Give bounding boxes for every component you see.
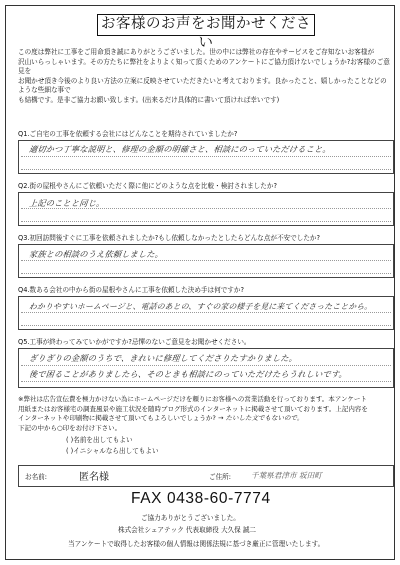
thanks-text: ご協力ありがとうございました。 [141,514,240,522]
question-3-label: Q3.初回訪問後すぐに工事を依頼されましたか?もし依頼しなかったとしたらどんな点が不安でしたか? [18,234,321,242]
page-title: お客様のお声をお聞かせください [97,14,315,36]
intro-line: 沢山いらっしゃいます。その方たちに弊社をよりよく知って頂くためのアンケートにご協力頂けないでしょうか?お客様のご意見を [18,57,390,76]
question-4-label: Q4.数ある会社の中から街の屋根やさんに工事を依頼した決め手は何ですか? [18,286,244,294]
question-3-answer: 家族との相談のうえ依頼しました。 [28,249,164,259]
name-value: 匿名様 [79,472,109,483]
intro-line: この度は弊社に工事をご用命頂き誠にありがとうございました。世の中には弊社の存在やサービスをご存知ないお客様が [18,48,375,56]
notice-question: インターネットや印刷物に掲載させて頂いてもよろしいでしょうか? [18,414,216,422]
question-1-answer: 適切かつ丁寧な説明と、修理の金額の明確さと、相談にのっていただけること。 [28,144,332,154]
question-5-label: Q5.工事が終わってみていかがですか?忌憚のないご意見をお聞かせください。 [18,338,251,346]
notice-line: 用紙またはお客様宅の調査風景や施工状況を随時ブログ形式のインターネットに掲載させて頂いております。上記内容を [18,404,368,413]
question-4-answer-box [18,296,394,330]
notice-handwritten-answer: → たいした文でもないので。 [217,414,304,422]
question-5-answer-line-2: 後で困ることがありましたら、そのときも相談にのっていただけたらうれしいです。 [28,369,348,379]
address-value: 千葉県君津市 坂田町 [251,471,322,480]
question-1-label: Q1.ご自宅の工事を依頼する会社にはどんなことを期待されていましたか? [18,130,238,138]
option-initial-ok: ( )イニシャルなら出してもよい [66,447,159,455]
notice-line: 下記の中から○印をお付け下さい。 [18,423,122,432]
company-name: 株式会社シェアテック 代表取締役 大久保 誠二 [118,526,257,534]
name-address-box [18,465,394,487]
question-3-answer-box [18,244,394,278]
question-5-answer-line-1: ぎりぎりの金額のうちで、きれいに修理してくださりたすかりました。 [28,353,298,363]
question-1-answer-box [18,140,394,174]
question-5-answer-box [18,348,394,388]
notice-line [18,414,390,424]
question-2-answer-box [18,192,394,226]
address-label: ご住所: [209,473,232,481]
intro-line: お聞かせ頂き今後のより良い方法の立案に反映させていただきたいと考えております。良かったこと、嬉しかったことなどのような些細な事で [18,76,387,95]
question-2-answer: 上記のことと同じ。 [28,198,106,208]
intro-line: も結構です。是非ご協力お願い致します。(出来るだけ具体的に書いて頂ければ幸いです) [18,95,280,104]
question-2-label: Q2.街の屋根やさんにご依頼いただく際に他にどのような点を比較・検討されましたか? [18,182,277,190]
question-4-answer: わかりやすいホームページと、電話のあとの、すぐの家の様子を見に来てくださったことから。 [28,302,373,311]
publication-notice [18,395,390,433]
option-name-ok: ( )名前を出してもよい [66,436,133,444]
privacy-notice: 当アンケートで取得したお客様の個人情報は関係法規に基づき厳正に管理いたします。 [68,540,325,548]
notice-line: ※弊社は広告宣伝費を極力かけない為にホームページだけを頼りにお客様への営業活動を行っております。本アンケート [18,395,367,403]
name-label: お名前: [25,473,48,481]
survey-sheet [5,5,395,560]
intro-text [18,48,390,106]
fax-number: FAX 0438-60-7774 [131,490,271,507]
